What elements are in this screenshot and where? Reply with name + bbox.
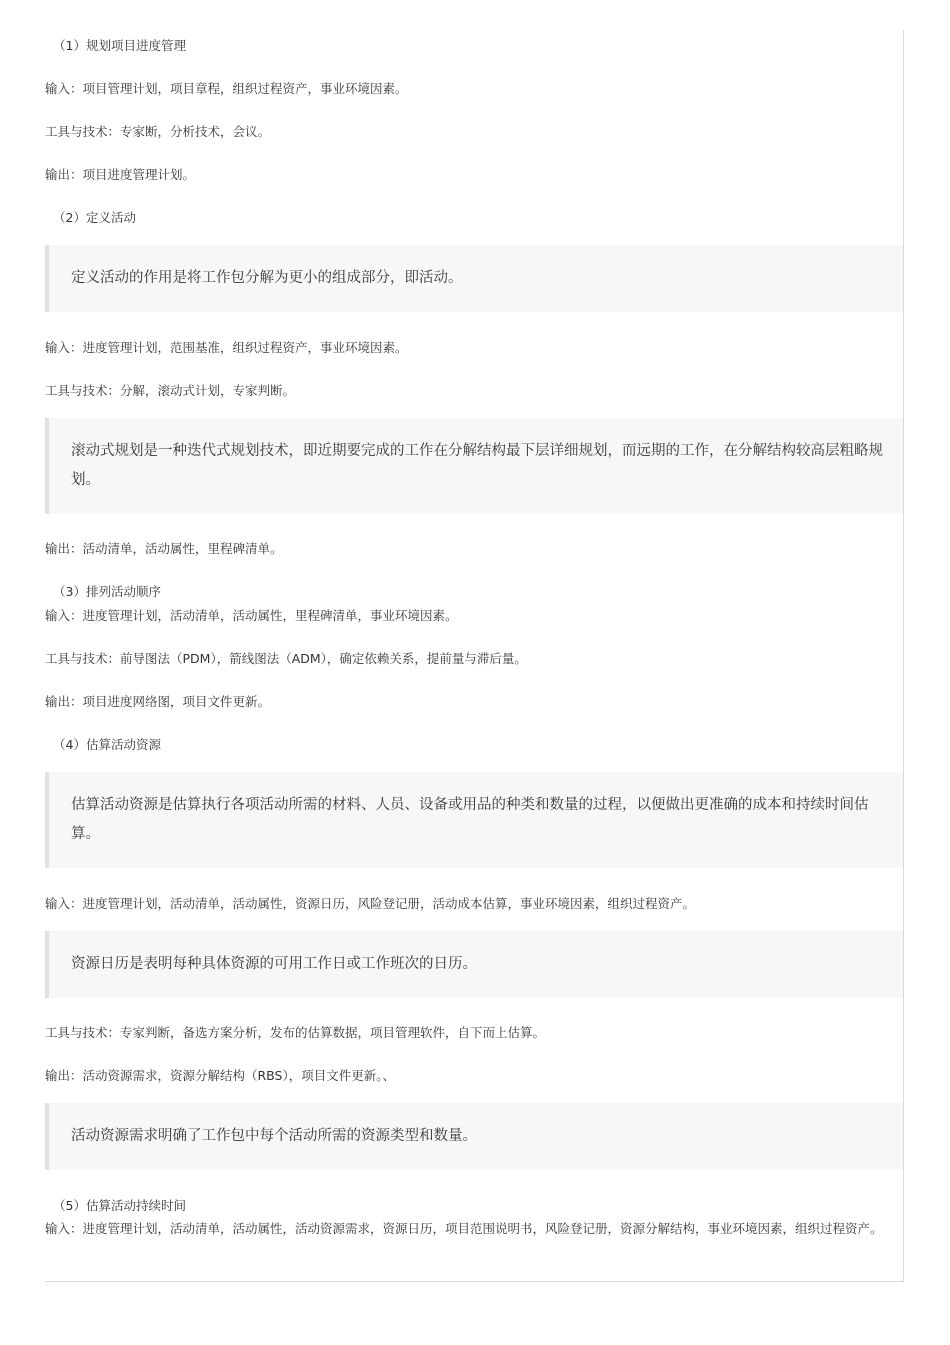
document-page [45,30,904,1282]
paragraph-tools-1: 工具与技术：专家断，分析技术，会议。 [45,124,271,139]
paragraph-output-4: 输出：活动资源需求，资源分解结构（RBS），项目文件更新。、 [45,1068,395,1083]
paragraph-input-5: 输入：进度管理计划，活动清单，活动属性，活动资源需求，资源日历，项目范围说明书，风险登记册，资源分解结构，事业环境因素，组织过程资产。 [45,1221,883,1236]
paragraph-tools-2: 工具与技术：分解，滚动式计划，专家判断。 [45,383,296,398]
paragraph-output-3: 输出：项目进度网络图，项目文件更新。 [45,694,271,709]
paragraph-tools-3: 工具与技术：前导图法（PDM），箭线图法（ADM），确定依赖关系，提前量与滞后量。 [45,651,527,666]
paragraph-output-2: 输出：活动清单，活动属性，里程碑清单。 [45,541,283,556]
section-heading-4: （4）估算活动资源 [53,737,161,752]
paragraph-input-1: 输入：项目管理计划，项目章程，组织过程资产，事业环境因素。 [45,81,408,96]
section-heading-1: （1）规划项目进度管理 [53,38,186,53]
paragraph-output-1: 输出：项目进度管理计划。 [45,167,196,182]
section-heading-2: （2）定义活动 [53,210,136,225]
blockquote-define-activities: 定义活动的作用是将工作包分解为更小的组成部分，即活动。 [45,245,903,312]
blockquote-rolling-wave: 滚动式规划是一种迭代式规划技术，即近期要完成的工作在分解结构最下层详细规划，而远期的工作，在分解结构较高层粗略规划。 [45,418,903,514]
section-heading-3: （3）排列活动顺序 [53,584,161,599]
blockquote-resource-calendar: 资源日历是表明每种具体资源的可用工作日或工作班次的日历。 [45,931,903,998]
blockquote-resource-requirements: 活动资源需求明确了工作包中每个活动所需的资源类型和数量。 [45,1103,903,1170]
paragraph-tools-4: 工具与技术：专家判断，备选方案分析，发布的估算数据，项目管理软件，自下而上估算。 [45,1025,546,1040]
blockquote-estimate-resources: 估算活动资源是估算执行各项活动所需的材料、人员、设备或用品的种类和数量的过程，以便做出更准确的成本和持续时间估算。 [45,772,903,868]
paragraph-input-2: 输入：进度管理计划，范围基准，组织过程资产，事业环境因素。 [45,340,408,355]
section-heading-5: （5）估算活动持续时间 [53,1198,186,1213]
paragraph-input-4: 输入：进度管理计划，活动清单，活动属性，资源日历，风险登记册，活动成本估算，事业环境因素，组织过程资产。 [45,896,696,911]
paragraph-input-3: 输入：进度管理计划，活动清单，活动属性，里程碑清单，事业环境因素。 [45,608,458,623]
